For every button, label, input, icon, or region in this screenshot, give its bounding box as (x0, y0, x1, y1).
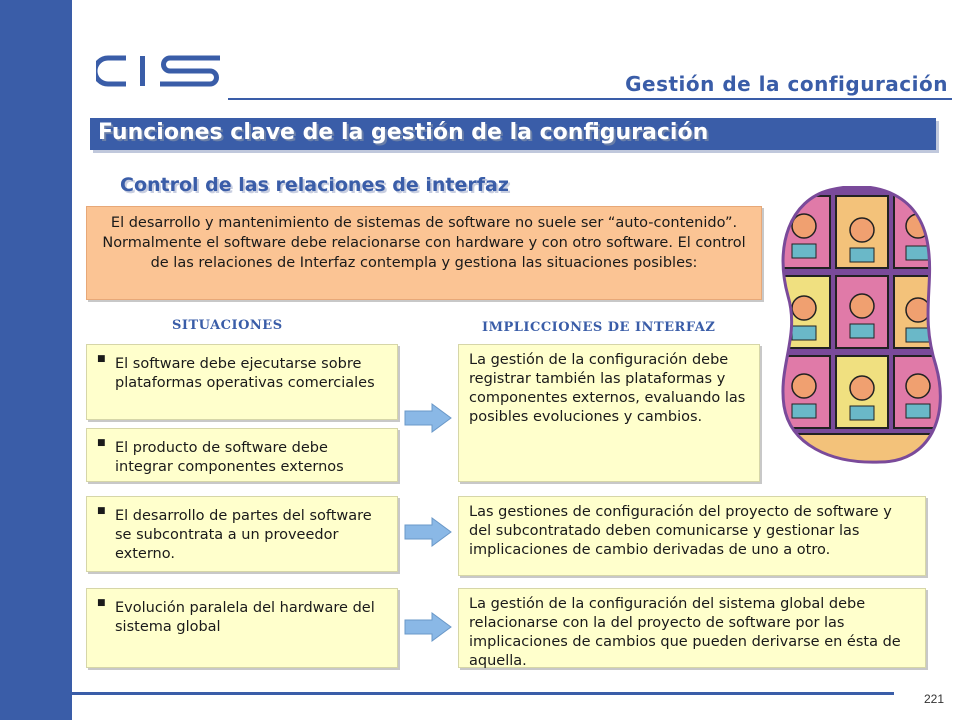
situation-box (86, 344, 398, 420)
implication-box: Las gestiones de configuración del proyecto de software y del subcontratado deben comunicarse y gestionar las implicaciones de cambio derivadas de uno a otro. (458, 496, 926, 576)
implication-box: La gestión de la configuración debe registrar también las plataformas y componentes externos, evaluando las posibles evoluciones y cambios. (458, 344, 760, 482)
intro-box: El desarrollo y mantenimiento de sistemas de software no suele ser “auto-contenido”. Normalmente el software debe relacionarse con hardware y con otro software. El control de las relaciones de Interfaz contempla y gestiona las situaciones posibles: (86, 206, 762, 300)
top-rule (72, 0, 960, 2)
implications-header: IMPLICCIONES DE INTERFAZ (482, 320, 716, 335)
implication-box: La gestión de la configuración del sistema global debe relacionarse con la del proyecto de software por las implicaciones de cambios que pueden derivarse en ésta de aquella. (458, 588, 926, 668)
bullet-icon: ■ (97, 506, 106, 516)
situation-text: Evolución paralela del hardware del sistema global (115, 600, 375, 635)
title-underline (228, 98, 952, 100)
right-arrow-icon (404, 612, 452, 642)
situation-box (86, 496, 398, 572)
situation-text: El software debe ejecutarse sobre plataformas operativas comerciales (115, 356, 375, 391)
situation-box (86, 588, 398, 668)
people-on-phones-illustration (770, 186, 948, 464)
situation-text: El producto de software debe integrar componentes externos (115, 440, 344, 475)
section-title: Gestión de la configuración (625, 72, 948, 96)
cis-logo (96, 54, 226, 88)
footer-rule (72, 692, 894, 695)
slide-title: Funciones clave de la gestión de la configuración (98, 120, 709, 145)
left-sidebar-bar (0, 0, 72, 720)
bullet-icon: ■ (97, 598, 106, 608)
right-arrow-icon (404, 517, 452, 547)
bullet-icon: ■ (97, 438, 106, 448)
situation-text: El desarrollo de partes del software se subcontrata a un proveedor externo. (115, 508, 372, 562)
right-arrow-icon (404, 403, 452, 433)
subtitle: Control de las relaciones de interfaz (120, 174, 509, 196)
slide-title-banner (90, 118, 936, 150)
page-number: 221 (923, 692, 944, 706)
bullet-icon: ■ (97, 354, 106, 364)
situation-box (86, 428, 398, 482)
situations-header: SITUACIONES (172, 318, 283, 333)
